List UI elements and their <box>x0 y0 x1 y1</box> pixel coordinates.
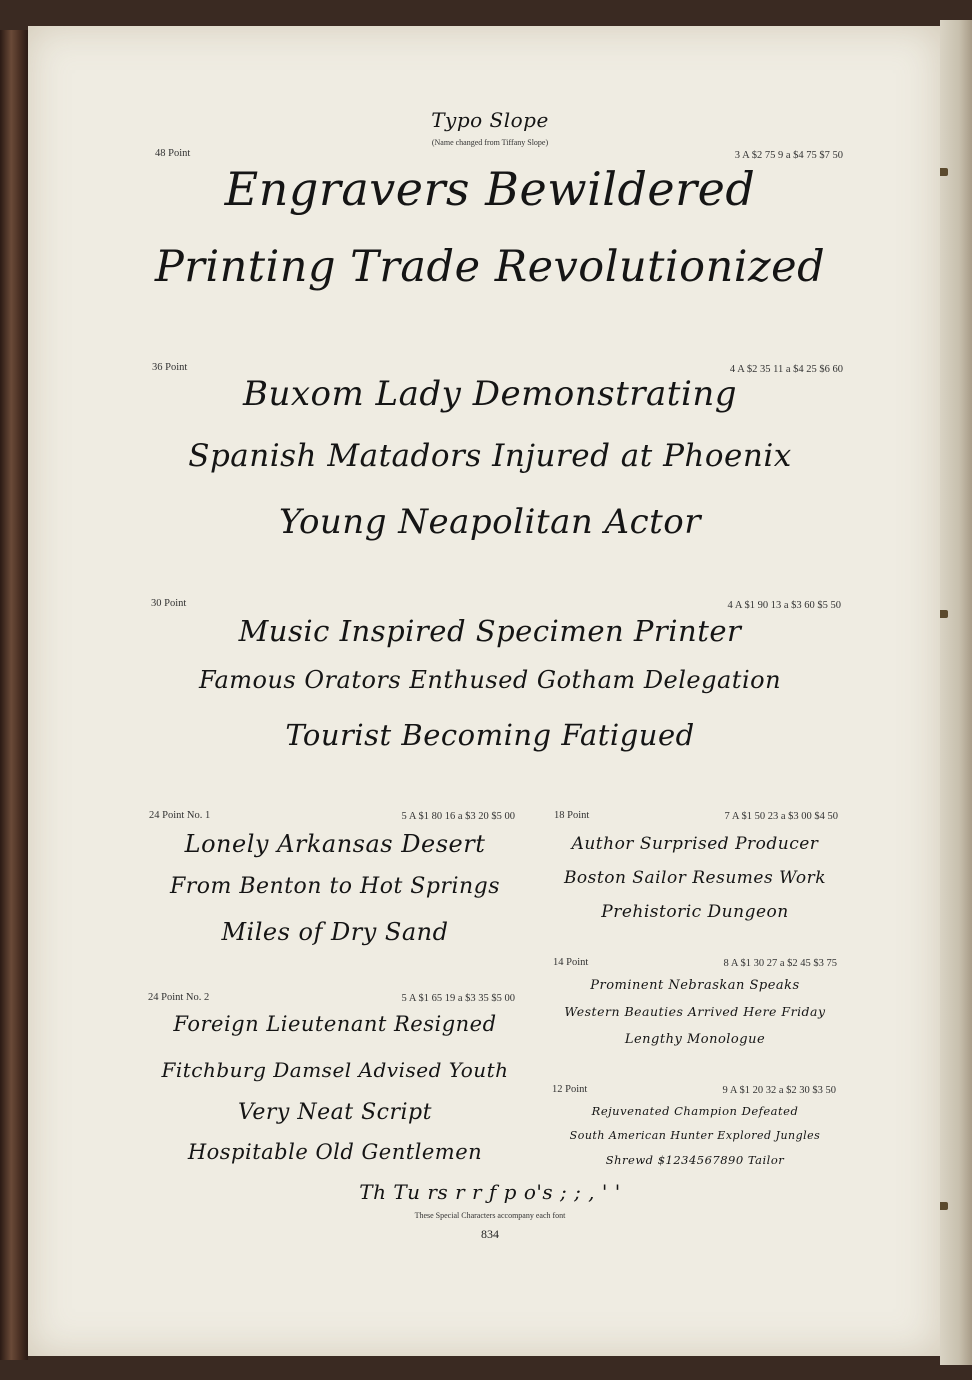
specimen-line: Fitchburg Damsel Advised Youth <box>161 1058 509 1082</box>
specimen-line: Very Neat Script <box>238 1100 432 1125</box>
price-24-no1: 5 A $1 80 16 a $3 20 $5 00 <box>401 811 515 822</box>
specimen-line: From Benton to Hot Springs <box>169 874 501 899</box>
specimen-line: Rejuvenated Champion Defeated <box>591 1104 799 1118</box>
page-subtitle: (Name changed from Tiffany Slope) <box>431 138 549 147</box>
specimen-line: Author Surprised Producer <box>571 834 819 854</box>
size-label-12: 12 Point <box>552 1084 588 1095</box>
specimen-line: Foreign Lieutenant Resigned <box>173 1012 497 1036</box>
size-label-48: 48 Point <box>155 148 191 159</box>
specimen-line: Hospitable Old Gentlemen <box>187 1140 483 1164</box>
size-label-24-no1: 24 Point No. 1 <box>149 810 211 821</box>
specimen-line: South American Hunter Explored Jungles <box>569 1129 821 1142</box>
specimen-line: Tourist Becoming Fatigued <box>285 718 695 752</box>
special-characters: Th Tu rs r r ƒ p o's ; ; , ' ' <box>359 1180 621 1204</box>
specimen-line: Printing Trade Revolutionized <box>154 242 826 292</box>
specimen-line: Shrewd $1234567890 Tailor <box>605 1153 785 1167</box>
specimen-line: Music Inspired Specimen Printer <box>238 614 742 648</box>
price-12: 9 A $1 20 32 a $2 30 $3 50 <box>722 1085 836 1096</box>
specimen-line: Western Beauties Arrived Here Friday <box>564 1004 826 1019</box>
price-18: 7 A $1 50 23 a $3 00 $4 50 <box>724 811 838 822</box>
specimen-line: Engravers Bewildered <box>224 162 756 216</box>
price-48: 3 A $2 75 9 a $4 75 $7 50 <box>734 150 843 161</box>
size-label-30: 30 Point <box>151 598 187 609</box>
special-characters-caption: These Special Characters accompany each font <box>414 1211 566 1220</box>
price-14: 8 A $1 30 27 a $2 45 $3 75 <box>723 958 837 969</box>
size-label-36: 36 Point <box>152 362 188 373</box>
specimen-line: Prehistoric Dungeon <box>601 902 789 922</box>
specimen-line: Famous Orators Enthused Gotham Delegation <box>198 666 782 694</box>
book-spine <box>0 30 28 1360</box>
size-label-24-no2: 24 Point No. 2 <box>148 992 210 1003</box>
price-24-no2: 5 A $1 65 19 a $3 35 $5 00 <box>401 993 515 1004</box>
specimen-line: Prominent Nebraskan Speaks <box>590 978 800 993</box>
specimen-line: Young Neapolitan Actor <box>278 502 702 542</box>
price-36: 4 A $2 35 11 a $4 25 $6 60 <box>729 364 843 375</box>
size-label-14: 14 Point <box>553 957 589 968</box>
specimen-line: Buxom Lady Demonstrating <box>242 374 738 414</box>
size-label-18: 18 Point <box>554 810 590 821</box>
specimen-line: Lonely Arkansas Desert <box>184 830 486 858</box>
page-edge-stack <box>940 20 972 1365</box>
specimen-line: Miles of Dry Sand <box>221 918 449 946</box>
specimen-line: Spanish Matadors Injured at Phoenix <box>188 438 792 474</box>
page-title: Typo Slope <box>431 108 549 132</box>
specimen-line: Boston Sailor Resumes Work <box>563 868 827 888</box>
specimen-line: Lengthy Monologue <box>624 1032 766 1047</box>
page-number: 834 <box>481 1227 499 1241</box>
price-30: 4 A $1 90 13 a $3 60 $5 50 <box>727 600 841 611</box>
